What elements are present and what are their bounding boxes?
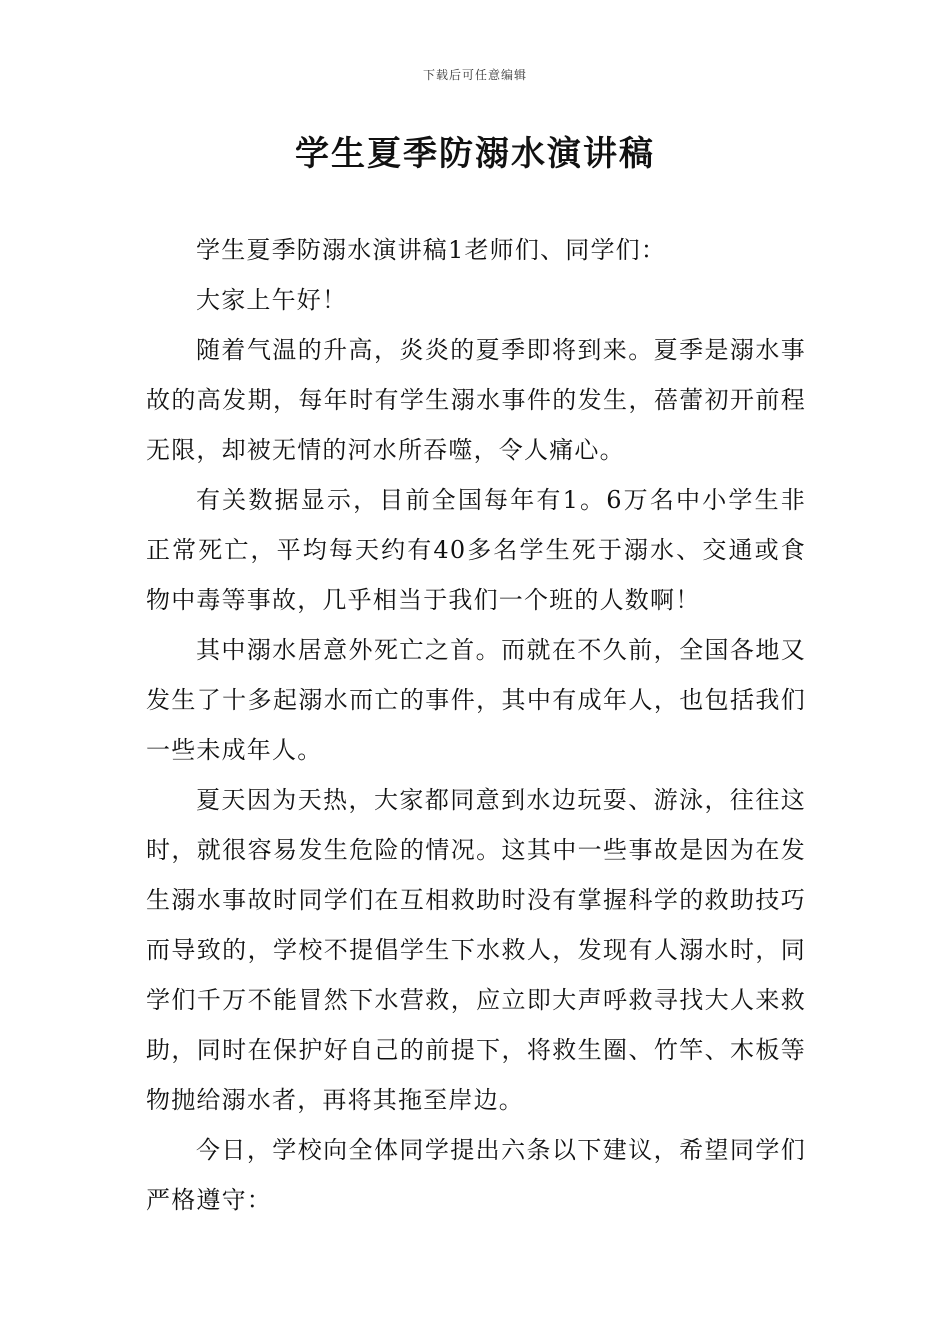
paragraph-statistics: 有关数据显示，目前全国每年有1。6万名中小学生非正常死亡，平均每天约有40多名学生死于溺水、交通或食物中毒等事故，几乎相当于我们一个班的人数啊！ xyxy=(146,486,806,614)
paragraph-intro: 随着气温的升高，炎炎的夏季即将到来。夏季是溺水事故的高发期，每年时有学生溺水事件的发生，蓓蕾初开前程无限，却被无情的河水所吞噬，令人痛心。 xyxy=(146,336,806,464)
document-body xyxy=(146,225,806,1225)
paragraph-suggestions-intro: 今日，学校向全体同学提出六条以下建议，希望同学们严格遵守： xyxy=(146,1136,806,1214)
paragraph-rescue-advice: 夏天因为天热，大家都同意到水边玩耍、游泳，往往这时，就很容易发生危险的情况。这其中一些事故是因为在发生溺水事故时同学们在互相救助时没有掌握科学的救助技巧而导致的，学校不提倡学生下水救人，发现有人溺水时，同学们千万不能冒然下水营救，应立即大声呼救寻找大人来救助，同时在保护好自己的前提下，将救生圈、竹竿、木板等物抛给溺水者，再将其拖至岸边。 xyxy=(146,786,806,1114)
header-note: 下载后可任意编辑 xyxy=(422,68,527,82)
document-title: 学生夏季防溺水演讲稿 xyxy=(295,134,655,174)
paragraph-drowning-leading-cause: 其中溺水居意外死亡之首。而就在不久前，全国各地又发生了十多起溺水而亡的事件，其中有成年人，也包括我们一些未成年人。 xyxy=(146,636,806,764)
paragraph-salutation: 学生夏季防溺水演讲稿1老师们、同学们： xyxy=(196,236,667,264)
paragraph-greeting: 大家上午好！ xyxy=(196,286,348,314)
